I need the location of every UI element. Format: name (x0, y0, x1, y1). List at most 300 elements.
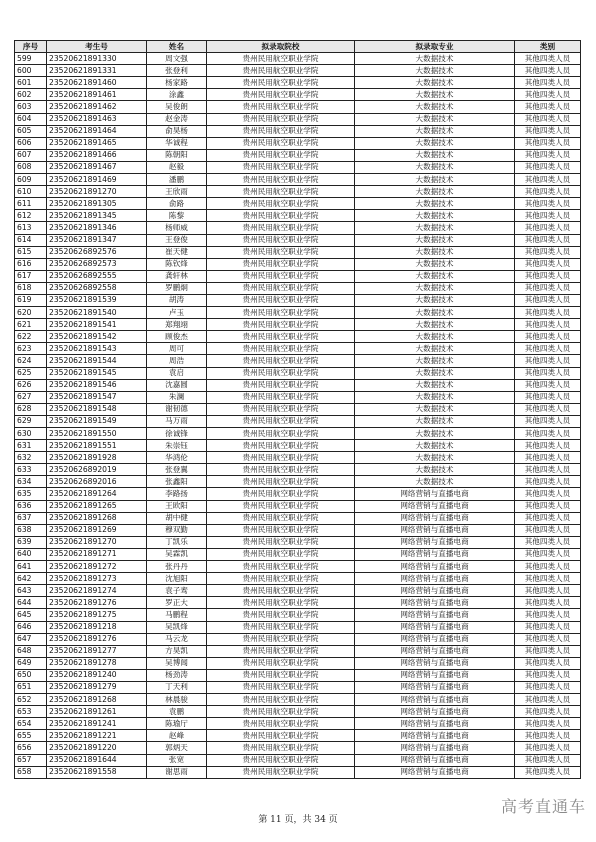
table-row (15, 65, 581, 77)
row-school: 贵州民用航空职业学院 (207, 331, 355, 343)
table-row (15, 282, 581, 294)
row-school: 贵州民用航空职业学院 (207, 645, 355, 657)
row-exam-id: 23520621891543 (47, 343, 147, 355)
row-name: 周文强 (147, 53, 207, 65)
row-category: 其他四类人员 (515, 536, 581, 548)
row-school: 贵州民用航空职业学院 (207, 512, 355, 524)
row-major: 大数据技术 (355, 452, 515, 464)
row-exam-id: 23520621891269 (47, 524, 147, 536)
row-exam-id: 23520621891928 (47, 452, 147, 464)
row-no: 645 (15, 609, 47, 621)
row-school: 贵州民用航空职业学院 (207, 234, 355, 246)
row-name: 陈瑜厅 (147, 718, 207, 730)
row-no: 603 (15, 101, 47, 113)
row-no: 613 (15, 222, 47, 234)
row-name: 陈朝阳 (147, 149, 207, 161)
table-row (15, 174, 581, 186)
row-school: 贵州民用航空职业学院 (207, 536, 355, 548)
table-row (15, 222, 581, 234)
row-name: 赵峰 (147, 730, 207, 742)
row-category: 其他四类人员 (515, 270, 581, 282)
row-no: 608 (15, 161, 47, 173)
row-no: 638 (15, 524, 47, 536)
row-name: 袁启 (147, 367, 207, 379)
row-school: 贵州民用航空职业学院 (207, 694, 355, 706)
row-category: 其他四类人员 (515, 198, 581, 210)
row-name: 丁天利 (147, 681, 207, 693)
table-row (15, 681, 581, 693)
header-exam-id: 考生号 (47, 41, 147, 53)
table-row (15, 669, 581, 681)
row-category: 其他四类人员 (515, 718, 581, 730)
row-exam-id: 23520621891467 (47, 161, 147, 173)
row-exam-id: 23520621891331 (47, 65, 147, 77)
row-name: 张登翼 (147, 464, 207, 476)
row-major: 网络营销与直播电商 (355, 548, 515, 560)
row-name: 华诚程 (147, 137, 207, 149)
row-school: 贵州民用航空职业学院 (207, 476, 355, 488)
row-name: 王登俊 (147, 234, 207, 246)
row-category: 其他四类人员 (515, 403, 581, 415)
row-major: 大数据技术 (355, 53, 515, 65)
row-major: 网络营销与直播电商 (355, 500, 515, 512)
row-category: 其他四类人员 (515, 548, 581, 560)
row-major: 大数据技术 (355, 198, 515, 210)
row-exam-id: 23520621891272 (47, 561, 147, 573)
row-name: 吴俊朗 (147, 101, 207, 113)
row-major: 大数据技术 (355, 391, 515, 403)
row-name: 杨劲涛 (147, 669, 207, 681)
row-school: 贵州民用航空职业学院 (207, 403, 355, 415)
row-school: 贵州民用航空职业学院 (207, 440, 355, 452)
row-major: 大数据技术 (355, 282, 515, 294)
row-no: 616 (15, 258, 47, 270)
row-major: 大数据技术 (355, 210, 515, 222)
row-name: 穆双勤 (147, 524, 207, 536)
row-name: 杨师威 (147, 222, 207, 234)
row-school: 贵州民用航空职业学院 (207, 198, 355, 210)
table-row (15, 343, 581, 355)
row-name: 丁凯乐 (147, 536, 207, 548)
row-school: 贵州民用航空职业学院 (207, 464, 355, 476)
row-name: 华鸿伦 (147, 452, 207, 464)
table-row (15, 161, 581, 173)
row-school: 贵州民用航空职业学院 (207, 174, 355, 186)
row-no: 604 (15, 113, 47, 125)
row-exam-id: 23520621891271 (47, 548, 147, 560)
row-exam-id: 23520621891540 (47, 307, 147, 319)
row-name: 王欣雨 (147, 186, 207, 198)
row-school: 贵州民用航空职业学院 (207, 452, 355, 464)
row-no: 651 (15, 681, 47, 693)
row-no: 609 (15, 174, 47, 186)
row-major: 大数据技术 (355, 415, 515, 427)
row-name: 罗鹏炯 (147, 282, 207, 294)
row-category: 其他四类人员 (515, 669, 581, 681)
row-school: 贵州民用航空职业学院 (207, 258, 355, 270)
row-school: 贵州民用航空职业学院 (207, 149, 355, 161)
row-school: 贵州民用航空职业学院 (207, 500, 355, 512)
row-school: 贵州民用航空职业学院 (207, 609, 355, 621)
row-no: 620 (15, 307, 47, 319)
row-exam-id: 23520626892555 (47, 270, 147, 282)
row-school: 贵州民用航空职业学院 (207, 161, 355, 173)
row-major: 大数据技术 (355, 149, 515, 161)
row-no: 622 (15, 331, 47, 343)
row-category: 其他四类人员 (515, 77, 581, 89)
row-category: 其他四类人员 (515, 307, 581, 319)
row-exam-id: 23520621891460 (47, 77, 147, 89)
row-no: 654 (15, 718, 47, 730)
table-row (15, 730, 581, 742)
header-category: 类别 (515, 41, 581, 53)
table-row (15, 452, 581, 464)
row-name: 吴霖凯 (147, 548, 207, 560)
row-name: 朱崇钰 (147, 440, 207, 452)
row-no: 649 (15, 657, 47, 669)
row-no: 619 (15, 294, 47, 306)
row-major: 大数据技术 (355, 161, 515, 173)
row-major: 大数据技术 (355, 113, 515, 125)
row-exam-id: 23520621891220 (47, 742, 147, 754)
row-exam-id: 23520621891462 (47, 101, 147, 113)
row-school: 贵州民用航空职业学院 (207, 415, 355, 427)
row-exam-id: 23520626892019 (47, 464, 147, 476)
row-no: 628 (15, 403, 47, 415)
row-exam-id: 23520621891461 (47, 89, 147, 101)
header-school: 拟录取院校 (207, 41, 355, 53)
row-name: 张登利 (147, 65, 207, 77)
row-major: 网络营销与直播电商 (355, 536, 515, 548)
row-name: 沈旭阳 (147, 573, 207, 585)
row-name: 涂鑫 (147, 89, 207, 101)
row-name: 陈黎 (147, 210, 207, 222)
row-exam-id: 23520621891549 (47, 415, 147, 427)
row-no: 607 (15, 149, 47, 161)
row-name: 周浩 (147, 355, 207, 367)
row-name: 郭炳天 (147, 742, 207, 754)
table-row (15, 621, 581, 633)
table-row (15, 694, 581, 706)
row-school: 贵州民用航空职业学院 (207, 621, 355, 633)
row-name: 胡涛 (147, 294, 207, 306)
row-major: 大数据技术 (355, 319, 515, 331)
row-exam-id: 23520621891264 (47, 488, 147, 500)
row-category: 其他四类人员 (515, 343, 581, 355)
row-school: 贵州民用航空职业学院 (207, 343, 355, 355)
table-row (15, 464, 581, 476)
row-no: 617 (15, 270, 47, 282)
row-school: 贵州民用航空职业学院 (207, 742, 355, 754)
row-exam-id: 23520621891347 (47, 234, 147, 246)
row-category: 其他四类人员 (515, 561, 581, 573)
row-category: 其他四类人员 (515, 440, 581, 452)
page-footer: 第 11 页，共 34 页 (258, 815, 338, 825)
row-exam-id: 23520621891345 (47, 210, 147, 222)
row-major: 大数据技术 (355, 343, 515, 355)
row-no: 632 (15, 452, 47, 464)
row-major: 网络营销与直播电商 (355, 766, 515, 778)
row-school: 贵州民用航空职业学院 (207, 657, 355, 669)
row-school: 贵州民用航空职业学院 (207, 633, 355, 645)
row-no: 626 (15, 379, 47, 391)
table-header-row (15, 41, 581, 53)
row-no: 636 (15, 500, 47, 512)
row-exam-id: 23520621891305 (47, 198, 147, 210)
table-row (15, 149, 581, 161)
table-row (15, 403, 581, 415)
row-category: 其他四类人员 (515, 246, 581, 258)
row-exam-id: 23520621891546 (47, 379, 147, 391)
row-major: 网络营销与直播电商 (355, 669, 515, 681)
row-name: 赵毅 (147, 161, 207, 173)
row-name: 俞昊杨 (147, 125, 207, 137)
row-exam-id: 23520621891551 (47, 440, 147, 452)
table-row (15, 379, 581, 391)
row-school: 贵州民用航空职业学院 (207, 125, 355, 137)
row-major: 大数据技术 (355, 174, 515, 186)
row-major: 大数据技术 (355, 428, 515, 440)
table-row (15, 355, 581, 367)
table-row (15, 428, 581, 440)
row-name: 顾俊杰 (147, 331, 207, 343)
row-exam-id: 23520621891276 (47, 597, 147, 609)
row-name: 马云龙 (147, 633, 207, 645)
row-no: 644 (15, 597, 47, 609)
row-school: 贵州民用航空职业学院 (207, 319, 355, 331)
row-school: 贵州民用航空职业学院 (207, 53, 355, 65)
row-category: 其他四类人员 (515, 186, 581, 198)
admission-list (14, 40, 580, 779)
row-exam-id: 23520621891278 (47, 657, 147, 669)
row-category: 其他四类人员 (515, 585, 581, 597)
row-school: 贵州民用航空职业学院 (207, 307, 355, 319)
row-major: 大数据技术 (355, 307, 515, 319)
row-exam-id: 23520621891644 (47, 754, 147, 766)
row-no: 623 (15, 343, 47, 355)
row-no: 652 (15, 694, 47, 706)
row-category: 其他四类人员 (515, 367, 581, 379)
row-school: 贵州民用航空职业学院 (207, 597, 355, 609)
row-major: 网络营销与直播电商 (355, 681, 515, 693)
row-name: 马万雨 (147, 415, 207, 427)
row-category: 其他四类人员 (515, 657, 581, 669)
row-school: 贵州民用航空职业学院 (207, 428, 355, 440)
row-name: 郑翔翊 (147, 319, 207, 331)
row-major: 大数据技术 (355, 89, 515, 101)
row-category: 其他四类人员 (515, 331, 581, 343)
row-name: 潘鹏 (147, 174, 207, 186)
row-exam-id: 23520621891544 (47, 355, 147, 367)
row-no: 625 (15, 367, 47, 379)
table-row (15, 367, 581, 379)
row-exam-id: 23520621891276 (47, 633, 147, 645)
row-name: 陈钦烽 (147, 258, 207, 270)
row-name: 崔天健 (147, 246, 207, 258)
row-category: 其他四类人员 (515, 464, 581, 476)
row-major: 网络营销与直播电商 (355, 573, 515, 585)
row-category: 其他四类人员 (515, 512, 581, 524)
row-major: 网络营销与直播电商 (355, 585, 515, 597)
table-row (15, 234, 581, 246)
row-major: 网络营销与直播电商 (355, 633, 515, 645)
row-school: 贵州民用航空职业学院 (207, 270, 355, 282)
row-school: 贵州民用航空职业学院 (207, 222, 355, 234)
row-category: 其他四类人员 (515, 149, 581, 161)
table-row (15, 645, 581, 657)
row-school: 贵州民用航空职业学院 (207, 355, 355, 367)
row-no: 614 (15, 234, 47, 246)
row-major: 大数据技术 (355, 101, 515, 113)
row-major: 大数据技术 (355, 440, 515, 452)
row-school: 贵州民用航空职业学院 (207, 706, 355, 718)
row-category: 其他四类人员 (515, 125, 581, 137)
table-row (15, 137, 581, 149)
row-category: 其他四类人员 (515, 524, 581, 536)
row-exam-id: 23520621891466 (47, 149, 147, 161)
row-major: 网络营销与直播电商 (355, 718, 515, 730)
row-exam-id: 23520621891273 (47, 573, 147, 585)
row-exam-id: 23520621891346 (47, 222, 147, 234)
row-name: 卢玉 (147, 307, 207, 319)
row-category: 其他四类人员 (515, 645, 581, 657)
row-school: 贵州民用航空职业学院 (207, 391, 355, 403)
row-exam-id: 23520621891465 (47, 137, 147, 149)
row-category: 其他四类人员 (515, 428, 581, 440)
row-category: 其他四类人员 (515, 573, 581, 585)
row-no: 650 (15, 669, 47, 681)
row-no: 657 (15, 754, 47, 766)
table-row (15, 500, 581, 512)
row-category: 其他四类人员 (515, 53, 581, 65)
row-major: 网络营销与直播电商 (355, 597, 515, 609)
row-school: 贵州民用航空职业学院 (207, 754, 355, 766)
table-row (15, 77, 581, 89)
row-name: 赵金涛 (147, 113, 207, 125)
row-school: 贵州民用航空职业学院 (207, 186, 355, 198)
row-category: 其他四类人员 (515, 633, 581, 645)
row-name: 方昊凯 (147, 645, 207, 657)
header-major: 拟录取专业 (355, 41, 515, 53)
row-major: 大数据技术 (355, 222, 515, 234)
table-row (15, 89, 581, 101)
row-no: 633 (15, 464, 47, 476)
row-school: 贵州民用航空职业学院 (207, 367, 355, 379)
row-exam-id: 23520626892558 (47, 282, 147, 294)
row-major: 大数据技术 (355, 137, 515, 149)
row-school: 贵州民用航空职业学院 (207, 379, 355, 391)
row-name: 胡中健 (147, 512, 207, 524)
table-row (15, 331, 581, 343)
table-row (15, 440, 581, 452)
row-category: 其他四类人员 (515, 258, 581, 270)
row-category: 其他四类人员 (515, 730, 581, 742)
row-no: 655 (15, 730, 47, 742)
row-school: 贵州民用航空职业学院 (207, 730, 355, 742)
row-exam-id: 23520621891542 (47, 331, 147, 343)
row-school: 贵州民用航空职业学院 (207, 77, 355, 89)
row-major: 大数据技术 (355, 186, 515, 198)
row-category: 其他四类人员 (515, 597, 581, 609)
table-row (15, 246, 581, 258)
row-major: 网络营销与直播电商 (355, 561, 515, 573)
row-category: 其他四类人员 (515, 742, 581, 754)
row-exam-id: 23520621891330 (47, 53, 147, 65)
row-no: 648 (15, 645, 47, 657)
row-no: 599 (15, 53, 47, 65)
table-row (15, 561, 581, 573)
row-no: 653 (15, 706, 47, 718)
table-row (15, 270, 581, 282)
row-category: 其他四类人员 (515, 694, 581, 706)
row-no: 606 (15, 137, 47, 149)
row-major: 大数据技术 (355, 77, 515, 89)
row-exam-id: 23520621891268 (47, 694, 147, 706)
table-row (15, 754, 581, 766)
row-school: 贵州民用航空职业学院 (207, 89, 355, 101)
table-row (15, 210, 581, 222)
row-exam-id: 23520621891463 (47, 113, 147, 125)
table-row (15, 319, 581, 331)
row-major: 网络营销与直播电商 (355, 512, 515, 524)
table-row (15, 706, 581, 718)
row-no: 640 (15, 548, 47, 560)
row-exam-id: 23520621891541 (47, 319, 147, 331)
row-exam-id: 23520621891548 (47, 403, 147, 415)
row-no: 642 (15, 573, 47, 585)
table-row (15, 512, 581, 524)
row-category: 其他四类人员 (515, 609, 581, 621)
row-school: 贵州民用航空职业学院 (207, 669, 355, 681)
row-school: 贵州民用航空职业学院 (207, 718, 355, 730)
row-name: 张鑫阳 (147, 476, 207, 488)
row-exam-id: 23520621891539 (47, 294, 147, 306)
table-row (15, 536, 581, 548)
row-category: 其他四类人员 (515, 621, 581, 633)
row-name: 张宽 (147, 754, 207, 766)
row-major: 网络营销与直播电商 (355, 621, 515, 633)
row-no: 656 (15, 742, 47, 754)
row-no: 627 (15, 391, 47, 403)
table-row (15, 548, 581, 560)
row-school: 贵州民用航空职业学院 (207, 766, 355, 778)
table-row (15, 198, 581, 210)
row-category: 其他四类人员 (515, 282, 581, 294)
table-row (15, 415, 581, 427)
row-major: 大数据技术 (355, 464, 515, 476)
row-major: 网络营销与直播电商 (355, 524, 515, 536)
row-exam-id: 23520621891270 (47, 536, 147, 548)
row-name: 袁子鸾 (147, 585, 207, 597)
row-category: 其他四类人员 (515, 452, 581, 464)
row-major: 大数据技术 (355, 294, 515, 306)
row-name: 马鹏程 (147, 609, 207, 621)
row-category: 其他四类人员 (515, 222, 581, 234)
row-exam-id: 23520621891240 (47, 669, 147, 681)
row-major: 大数据技术 (355, 270, 515, 282)
row-name: 吴凯烽 (147, 621, 207, 633)
row-school: 贵州民用航空职业学院 (207, 294, 355, 306)
row-no: 641 (15, 561, 47, 573)
row-exam-id: 23520626892016 (47, 476, 147, 488)
row-major: 网络营销与直播电商 (355, 694, 515, 706)
row-exam-id: 23520621891550 (47, 428, 147, 440)
table-row (15, 113, 581, 125)
row-major: 网络营销与直播电商 (355, 645, 515, 657)
table-row (15, 294, 581, 306)
row-school: 贵州民用航空职业学院 (207, 548, 355, 560)
row-name: 李路扬 (147, 488, 207, 500)
